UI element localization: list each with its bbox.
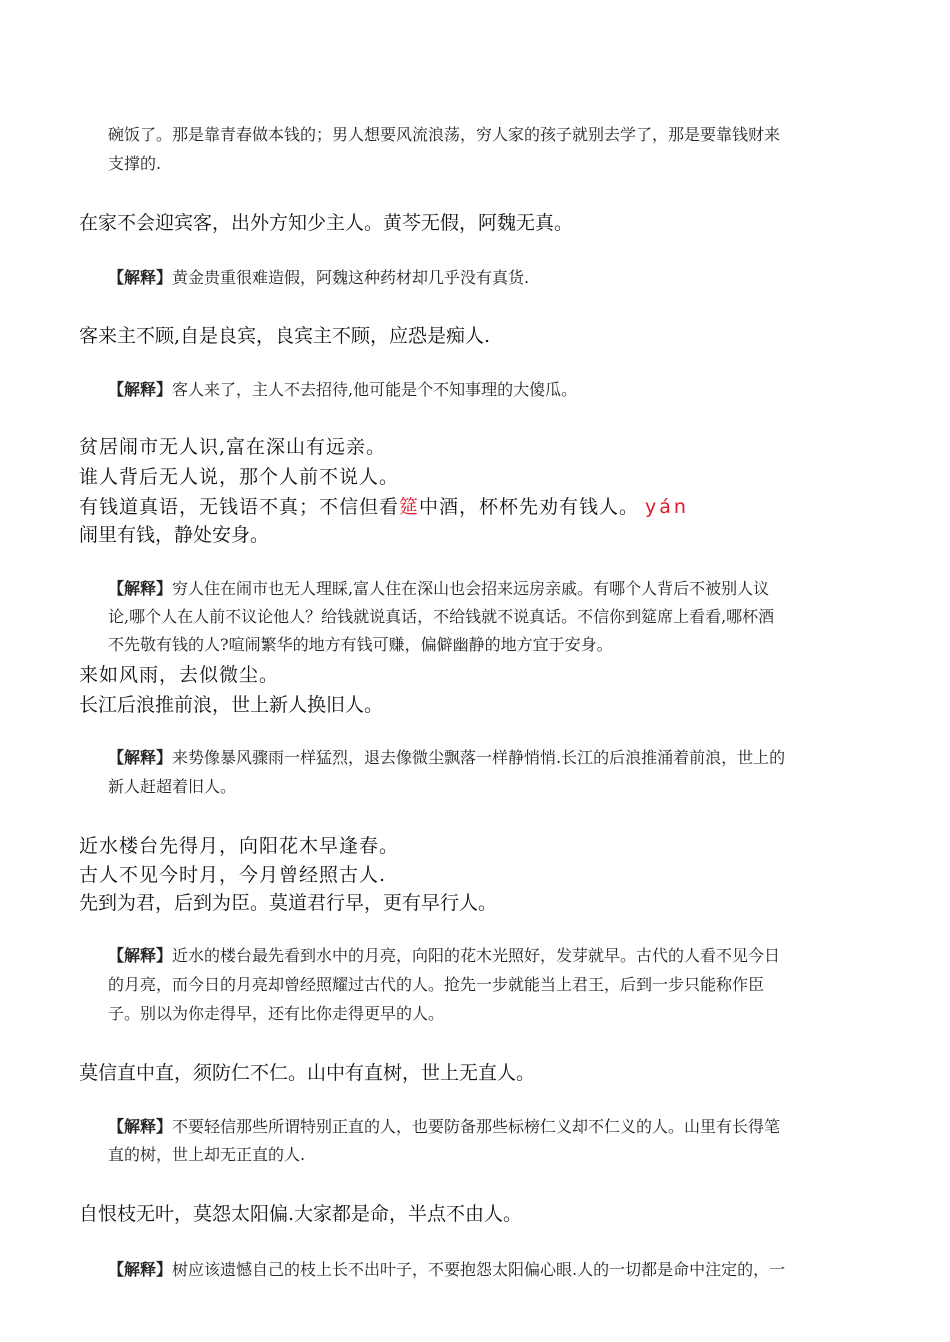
explanation-text: 客人来了，主人不去招待,他可能是个不知事理的大傻瓜。 <box>172 380 578 399</box>
explanation-line <box>108 1114 780 1137</box>
explanation-line: 子。别以为你走得早，还有比你走得更早的人。 <box>108 1004 445 1023</box>
proverb-line: 谁人背后无人说，那个人前不说人。 <box>79 466 400 488</box>
explanation-text: 不要轻信那些所谓特别正直的人，也要防备那些标榜仁义却不仁义的人。山里有长得笔 <box>172 1117 781 1136</box>
explanation-tag: 【解释】 <box>108 380 173 399</box>
proverb-line: 在家不会迎宾客，出外方知少主人。黄芩无假，阿魏无真。 <box>79 212 574 234</box>
pinyin-annotation: yán <box>645 496 689 518</box>
explanation-line: 新人赶超着旧人。 <box>108 777 237 796</box>
proverb-line: 莫信直中直，须防仁不仁。山中有直树，世上无直人。 <box>79 1062 536 1084</box>
proverb-line: 自恨枝无叶，莫怨太阳偏.大家都是命，半点不由人。 <box>79 1203 523 1225</box>
proverb-line: 近水楼台先得月，向阳花木早逢春。 <box>79 835 400 857</box>
proverb-text: 中酒，杯杯先劝有钱人。 <box>419 496 640 518</box>
explanation-text: 穷人住在闹市也无人理睬,富人住在深山也会招来远房亲戚。有哪个人背后不被别人议 <box>172 579 770 598</box>
explanation-tag: 【解释】 <box>108 1117 173 1136</box>
explanation-tag: 【解释】 <box>108 579 173 598</box>
explanation-line <box>108 745 785 768</box>
proverb-line: 贫居闹市无人识,富在深山有远亲。 <box>79 436 387 458</box>
explanation-text: 来势像暴风骤雨一样猛烈，退去像微尘飘落一样静悄悄.长江的后浪推涌着前浪，世上的 <box>172 748 786 767</box>
explanation-line: 支撑的. <box>108 154 162 173</box>
explanation-text: 黄金贵重很难造假，阿魏这种药材却几乎没有真货. <box>172 268 530 287</box>
highlighted-character: 筵 <box>399 496 420 518</box>
explanation-line: 的月亮，而今日的月亮却曾经照耀过古代的人。抢先一步就能当上君王，后到一步只能称作臣 <box>108 975 765 994</box>
explanation-line: 不先敬有钱的人?喧闹繁华的地方有钱可赚，偏僻幽静的地方宜于安身。 <box>108 635 613 654</box>
explanation-line <box>108 943 780 966</box>
proverb-text: 有钱道真语，无钱语不真；不信但看 <box>79 496 400 518</box>
explanation-line: 论,哪个人在人前不议论他人？给钱就说真话，不给钱就不说真话。不信你到筵席上看看,哪杯酒 <box>108 607 775 626</box>
explanation-line: 碗饭了。那是靠青春做本钱的；男人想要风流浪荡，穷人家的孩子就别去学了，那是要靠钱财来 <box>108 125 781 144</box>
explanation-text: 近水的楼台最先看到水中的月亮，向阳的花木光照好，发芽就早。古代的人看不见今日 <box>172 946 781 965</box>
explanation-line: 直的树，世上却无正直的人. <box>108 1145 306 1164</box>
proverb-line: 来如风雨，去似微尘。 <box>79 664 280 686</box>
explanation-line <box>108 377 577 400</box>
proverb-line: 长江后浪推前浪，世上新人换旧人。 <box>79 694 384 716</box>
explanation-tag: 【解释】 <box>108 946 173 965</box>
explanation-line <box>108 576 769 599</box>
explanation-tag: 【解释】 <box>108 1260 173 1279</box>
proverb-line: 古人不见今时月，今月曾经照古人. <box>79 864 387 886</box>
explanation-line <box>108 1257 785 1280</box>
explanation-line <box>108 265 529 288</box>
proverb-line: 先到为君，后到为臣。莫道君行早，更有早行人。 <box>79 892 498 914</box>
proverb-line <box>79 492 689 519</box>
explanation-tag: 【解释】 <box>108 268 173 287</box>
proverb-line: 闹里有钱，静处安身。 <box>79 524 270 546</box>
explanation-tag: 【解释】 <box>108 748 173 767</box>
explanation-text: 树应该遗憾自己的枝上长不出叶子，不要抱怨太阳偏心眼.人的一切都是命中注定的，一 <box>172 1260 786 1279</box>
proverb-line: 客来主不顾,自是良宾，良宾主不顾，应恐是痴人. <box>79 325 491 347</box>
